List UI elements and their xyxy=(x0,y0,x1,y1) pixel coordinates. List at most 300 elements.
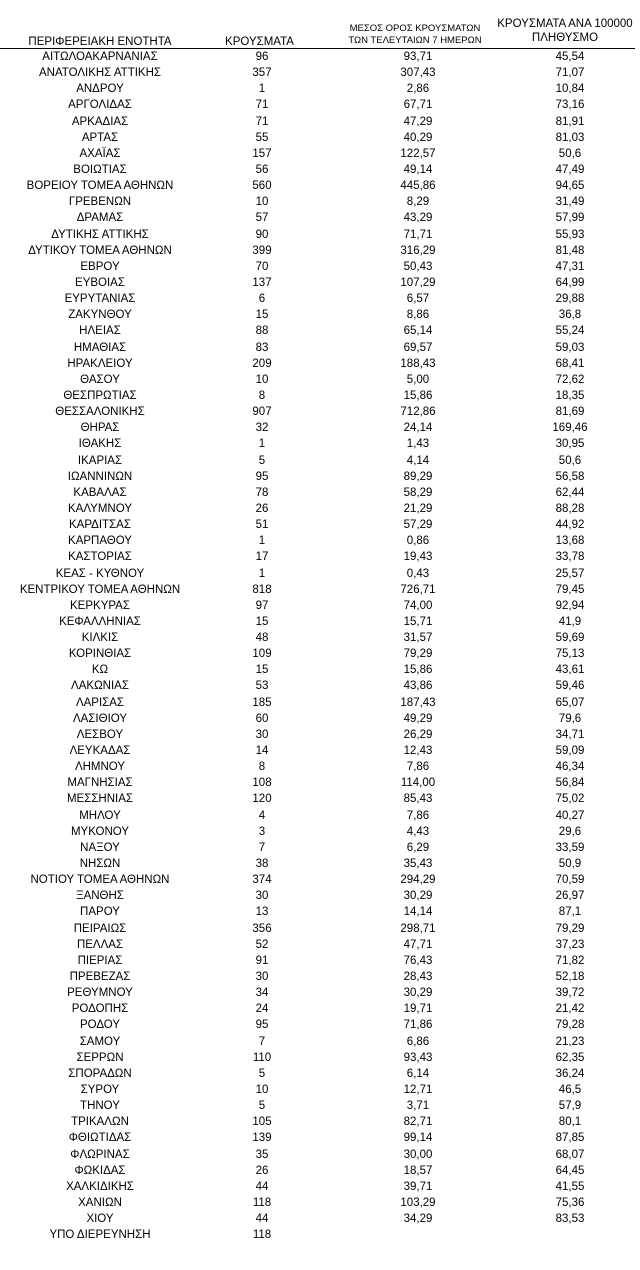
cell-seven-day-average: 26,29 xyxy=(403,728,433,741)
cell-region: ΝΟΤΙΟΥ ΤΟΜΕΑ ΑΘΗΝΩΝ xyxy=(30,874,170,887)
table-row xyxy=(0,1114,640,1130)
table-row xyxy=(0,372,640,388)
table-row xyxy=(0,146,640,162)
cell-region: ΜΥΚΟΝΟΥ xyxy=(70,825,130,838)
table-row xyxy=(0,356,640,372)
cell-region: ΚΑΡΔΙΤΣΑΣ xyxy=(69,519,131,532)
cell-cases-per-100000: 34,71 xyxy=(555,728,585,741)
table-row xyxy=(0,549,640,565)
cell-cases: 90 xyxy=(255,228,269,241)
cell-seven-day-average: 298,71 xyxy=(400,922,436,935)
cell-region: ΘΕΣΠΡΩΤΙΑΣ xyxy=(63,389,137,402)
cell-cases: 137 xyxy=(252,276,272,289)
cell-cases-per-100000: 31,49 xyxy=(555,196,585,209)
cell-cases: 1 xyxy=(258,438,266,451)
cell-cases: 30 xyxy=(255,971,269,984)
cell-region: ΘΕΣΣΑΛΟΝΙΚΗΣ xyxy=(55,406,145,419)
cell-region: ΑΝΑΤΟΛΙΚΗΣ ΑΤΤΙΚΗΣ xyxy=(38,67,161,80)
cell-cases: 560 xyxy=(252,180,272,193)
cell-cases-per-100000: 169,46 xyxy=(552,422,588,435)
cell-seven-day-average: 3,71 xyxy=(406,1100,430,1113)
cell-seven-day-average: 39,71 xyxy=(403,1180,433,1193)
cell-cases: 907 xyxy=(252,406,272,419)
cell-seven-day-average: 18,57 xyxy=(403,1164,433,1177)
table-row xyxy=(0,840,640,856)
cell-seven-day-average: 4,14 xyxy=(406,454,430,467)
cell-cases-per-100000: 50,6 xyxy=(558,147,582,160)
cell-cases-per-100000: 68,41 xyxy=(555,357,585,370)
cell-cases-per-100000: 57,99 xyxy=(555,212,585,225)
cell-region: ΛΕΥΚΑΔΑΣ xyxy=(69,745,131,758)
cell-seven-day-average: 12,71 xyxy=(403,1084,433,1096)
table-row xyxy=(0,81,640,97)
table-row xyxy=(0,1098,640,1114)
cell-seven-day-average: 35,43 xyxy=(403,858,433,871)
cell-cases: 55 xyxy=(255,131,269,144)
cell-region: ΙΘΑΚΗΣ xyxy=(78,438,122,451)
cell-cases: 35 xyxy=(255,1148,269,1161)
cell-region: ΒΟΙΩΤΙΑΣ xyxy=(73,163,127,176)
cell-cases-per-100000: 87,85 xyxy=(555,1132,585,1145)
cell-seven-day-average: 6,14 xyxy=(406,1067,430,1080)
cell-region: ΥΠΟ ΔΙΕΡΕΥΝΗΣΗ xyxy=(49,1229,151,1242)
cell-cases-per-100000: 79,28 xyxy=(555,1019,585,1032)
cell-cases-per-100000: 68,07 xyxy=(555,1148,585,1161)
cell-seven-day-average: 69,57 xyxy=(403,341,433,354)
cell-region: ΕΒΡΟΥ xyxy=(80,260,120,273)
cell-seven-day-average: 712,86 xyxy=(400,406,436,419)
cell-cases: 53 xyxy=(255,680,269,693)
table-row xyxy=(0,953,640,969)
table-row xyxy=(0,921,640,937)
cell-cases: 30 xyxy=(255,728,269,741)
cell-cases: 4 xyxy=(258,809,266,822)
cell-cases: 60 xyxy=(255,712,269,725)
cell-seven-day-average: 50,43 xyxy=(403,260,433,273)
table-row xyxy=(0,1066,640,1082)
cell-cases-per-100000: 79,29 xyxy=(555,922,585,935)
cell-cases-per-100000: 39,72 xyxy=(555,987,585,1000)
cell-region: ΚΕΝΤΡΙΚΟΥ ΤΟΜΕΑ ΑΘΗΝΩΝ xyxy=(19,583,181,596)
table-row xyxy=(0,227,640,243)
cell-cases: 13 xyxy=(255,906,269,919)
table-row xyxy=(0,808,640,824)
cell-cases-per-100000: 46,34 xyxy=(555,761,585,774)
table-row xyxy=(0,662,640,678)
cell-cases: 108 xyxy=(252,777,272,790)
table-row xyxy=(0,1001,640,1017)
header-avg-line-2: ΤΩΝ ΤΕΛΕΥΤΑΙΩΝ 7 ΗΜΕΡΩΝ xyxy=(348,35,482,46)
cell-region: ΛΗΜΝΟΥ xyxy=(74,761,126,774)
cell-seven-day-average: 114,00 xyxy=(400,777,436,790)
cell-cases-per-100000: 33,59 xyxy=(555,841,585,854)
cell-seven-day-average: 30,00 xyxy=(403,1148,433,1161)
cell-seven-day-average: 5,00 xyxy=(406,373,430,386)
cell-region: ΖΑΚΥΝΘΟΥ xyxy=(68,309,132,322)
cell-seven-day-average: 103,29 xyxy=(400,1196,436,1209)
table-row xyxy=(0,856,640,872)
cell-region: ΑΡΚΑΔΙΑΣ xyxy=(71,115,129,128)
table-row xyxy=(0,630,640,646)
cell-cases-per-100000: 64,99 xyxy=(555,276,585,289)
cell-seven-day-average: 43,29 xyxy=(403,212,433,225)
cell-region: ΚΟΡΙΝΘΙΑΣ xyxy=(68,648,132,661)
cell-cases: 118 xyxy=(252,1196,272,1209)
cell-cases: 1 xyxy=(258,83,266,96)
cell-cases: 17 xyxy=(255,551,269,564)
cell-seven-day-average: 6,29 xyxy=(406,841,430,854)
table-row xyxy=(0,485,640,501)
cell-cases: 44 xyxy=(255,1180,269,1193)
cell-cases: 32 xyxy=(255,422,269,435)
cell-seven-day-average: 14,14 xyxy=(403,906,433,919)
header-cases-per-100000 xyxy=(492,17,638,45)
cell-cases-per-100000: 92,94 xyxy=(555,599,585,612)
table-row xyxy=(0,114,640,130)
table-row xyxy=(0,727,640,743)
cell-region: ΝΑΞΟΥ xyxy=(80,841,120,854)
cell-region: ΚΩ xyxy=(91,664,109,677)
cell-cases: 91 xyxy=(255,954,269,967)
cell-cases: 10 xyxy=(255,1084,269,1096)
cell-seven-day-average: 43,86 xyxy=(403,680,433,693)
cell-region: ΗΜΑΘΙΑΣ xyxy=(73,341,127,354)
cell-region: ΠΙΕΡΙΑΣ xyxy=(77,954,123,967)
header-cases: ΚΡΟΥΣΜΑΤΑ xyxy=(225,36,294,48)
cell-seven-day-average: 2,86 xyxy=(406,83,430,96)
cell-cases-per-100000: 36,24 xyxy=(555,1067,585,1080)
table-row xyxy=(0,872,640,888)
cell-region: ΠΑΡΟΥ xyxy=(80,906,120,919)
cell-seven-day-average: 24,14 xyxy=(403,422,433,435)
cell-cases-per-100000: 37,23 xyxy=(555,938,585,951)
cell-cases-per-100000: 29,88 xyxy=(555,293,585,306)
cell-region: ΧΙΟΥ xyxy=(86,1213,114,1226)
cell-cases-per-100000: 62,44 xyxy=(555,486,585,499)
table-row xyxy=(0,759,640,775)
cell-region: ΑΡΤΑΣ xyxy=(81,131,119,144)
cell-region: ΚΕΡΚΥΡΑΣ xyxy=(70,599,130,612)
table-row xyxy=(0,436,640,452)
cell-region: ΔΡΑΜΑΣ xyxy=(76,212,124,225)
cell-cases: 185 xyxy=(252,696,272,709)
table-row xyxy=(0,323,640,339)
cell-cases-per-100000: 55,93 xyxy=(555,228,585,241)
header-avg-line-1: ΜΕΣΟΣ ΟΡΟΣ ΚΡΟΥΣΜΑΤΩΝ xyxy=(349,23,481,34)
cell-region: ΛΑΡΙΣΑΣ xyxy=(75,696,125,709)
cell-cases-per-100000: 21,23 xyxy=(555,1035,585,1048)
cell-cases-per-100000: 81,91 xyxy=(555,115,585,128)
cell-region: ΚΙΛΚΙΣ xyxy=(81,632,119,645)
cell-cases-per-100000: 70,59 xyxy=(555,874,585,887)
table-row xyxy=(0,1163,640,1179)
cell-seven-day-average: 15,71 xyxy=(403,615,433,628)
cell-cases: 8 xyxy=(258,389,266,402)
cell-cases: 5 xyxy=(258,1100,266,1113)
cell-cases-per-100000: 65,07 xyxy=(555,696,585,709)
cell-region: ΧΑΛΚΙΔΙΚΗΣ xyxy=(66,1180,134,1193)
cell-cases: 118 xyxy=(252,1229,272,1242)
cell-cases-per-100000: 56,58 xyxy=(555,470,585,483)
table-row xyxy=(0,65,640,81)
cell-seven-day-average: 307,43 xyxy=(400,67,436,80)
cell-seven-day-average: 93,71 xyxy=(403,51,433,63)
cell-seven-day-average: 30,29 xyxy=(403,987,433,1000)
table-row xyxy=(0,162,640,178)
cell-region: ΦΘΙΩΤΙΔΑΣ xyxy=(68,1132,132,1145)
table-header xyxy=(0,0,640,49)
table-row xyxy=(0,275,640,291)
cell-region: ΚΕΦΑΛΛΗΝΙΑΣ xyxy=(59,615,141,628)
table-row xyxy=(0,469,640,485)
cell-region: ΜΑΓΝΗΣΙΑΣ xyxy=(67,777,133,790)
table-row xyxy=(0,646,640,662)
cell-cases-per-100000: 40,27 xyxy=(555,809,585,822)
cell-cases-per-100000: 79,45 xyxy=(555,583,585,596)
cell-seven-day-average: 57,29 xyxy=(403,519,433,532)
cell-cases-per-100000: 50,6 xyxy=(558,454,582,467)
cell-cases: 8 xyxy=(258,761,266,774)
cell-cases: 818 xyxy=(252,583,272,596)
table-row xyxy=(0,711,640,727)
cell-cases-per-100000: 10,84 xyxy=(555,83,585,96)
cell-cases-per-100000: 79,6 xyxy=(558,712,582,725)
cell-region: ΑΧΑΪΑΣ xyxy=(79,147,121,160)
cell-region: ΑΡΓΟΛΙΔΑΣ xyxy=(68,99,132,112)
cell-cases-per-100000: 45,54 xyxy=(555,51,585,63)
cell-region: ΤΡΙΚΑΛΩΝ xyxy=(71,1116,129,1129)
cell-cases: 97 xyxy=(255,599,269,612)
cell-cases: 399 xyxy=(252,244,272,257)
cell-cases: 95 xyxy=(255,470,269,483)
cell-cases-per-100000: 71,07 xyxy=(555,67,585,80)
cell-cases: 120 xyxy=(252,793,272,806)
cell-region: ΛΕΣΒΟΥ xyxy=(76,728,124,741)
table-row xyxy=(0,404,640,420)
cell-region: ΔΥΤΙΚΟΥ ΤΟΜΕΑ ΑΘΗΝΩΝ xyxy=(28,244,172,257)
cell-cases-per-100000: 33,78 xyxy=(555,551,585,564)
table-row xyxy=(0,1034,640,1050)
cell-seven-day-average: 0,43 xyxy=(406,567,430,580)
table-body xyxy=(0,49,640,1243)
cell-seven-day-average: 74,00 xyxy=(403,599,433,612)
cell-cases: 356 xyxy=(252,922,272,935)
cell-cases: 96 xyxy=(255,51,269,63)
cell-seven-day-average: 8,29 xyxy=(406,196,430,209)
cell-seven-day-average: 7,86 xyxy=(406,761,430,774)
cell-region: ΠΕΙΡΑΙΩΣ xyxy=(73,922,127,935)
table-row xyxy=(0,517,640,533)
cell-cases-per-100000: 59,46 xyxy=(555,680,585,693)
cell-cases-per-100000: 25,57 xyxy=(555,567,585,580)
table-row xyxy=(0,1179,640,1195)
cell-cases: 30 xyxy=(255,890,269,903)
cell-seven-day-average: 445,86 xyxy=(400,180,436,193)
table-row xyxy=(0,985,640,1001)
cell-region: ΔΥΤΙΚΗΣ ΑΤΤΙΚΗΣ xyxy=(51,228,149,241)
cell-seven-day-average: 30,29 xyxy=(403,890,433,903)
table-row xyxy=(0,453,640,469)
table-row xyxy=(0,388,640,404)
cell-region: ΡΕΘΥΜΝΟΥ xyxy=(67,987,133,1000)
table-row xyxy=(0,49,640,65)
cell-seven-day-average: 40,29 xyxy=(403,131,433,144)
cell-cases-per-100000: 50,9 xyxy=(558,858,582,871)
cell-seven-day-average: 67,71 xyxy=(403,99,433,112)
cell-region: ΣΕΡΡΩΝ xyxy=(76,1051,124,1064)
cell-seven-day-average: 76,43 xyxy=(403,954,433,967)
cell-seven-day-average: 82,71 xyxy=(403,1116,433,1129)
table-row xyxy=(0,1082,640,1098)
table-row xyxy=(0,678,640,694)
header-region: ΠΕΡΙΦΕΡΕΙΑΚΗ ΕΝΟΤΗΤΑ xyxy=(28,36,172,48)
cell-seven-day-average: 58,29 xyxy=(403,486,433,499)
cell-cases: 357 xyxy=(252,67,272,80)
cell-cases: 5 xyxy=(258,1067,266,1080)
cell-seven-day-average: 12,43 xyxy=(403,745,433,758)
cell-seven-day-average: 71,71 xyxy=(403,228,433,241)
cell-cases: 34 xyxy=(255,987,269,1000)
cell-cases: 374 xyxy=(252,874,272,887)
cell-region: ΧΑΝΙΩΝ xyxy=(78,1196,122,1209)
cell-cases-per-100000: 36,8 xyxy=(558,309,582,322)
cell-cases: 10 xyxy=(255,373,269,386)
cell-cases-per-100000: 13,68 xyxy=(555,535,585,548)
table-row xyxy=(0,307,640,323)
cell-cases: 38 xyxy=(255,858,269,871)
table-row xyxy=(0,1211,640,1227)
cell-seven-day-average: 21,29 xyxy=(403,502,433,515)
cell-cases: 56 xyxy=(255,163,269,176)
cell-cases: 71 xyxy=(255,99,269,112)
cell-cases: 71 xyxy=(255,115,269,128)
cell-region: ΞΑΝΘΗΣ xyxy=(76,890,124,903)
cell-cases-per-100000: 75,02 xyxy=(555,793,585,806)
cell-region: ΡΟΔΟΥ xyxy=(79,1019,121,1032)
cell-region: ΒΟΡΕΙΟΥ ΤΟΜΕΑ ΑΘΗΝΩΝ xyxy=(26,180,174,193)
cell-region: ΜΕΣΣΗΝΙΑΣ xyxy=(66,793,134,806)
cell-cases-per-100000: 80,1 xyxy=(558,1116,582,1129)
cell-region: ΕΥΒΟΙΑΣ xyxy=(75,276,125,289)
table-row xyxy=(0,743,640,759)
table-row xyxy=(0,1017,640,1033)
cell-cases: 109 xyxy=(252,648,272,661)
cell-seven-day-average: 15,86 xyxy=(403,664,433,677)
cell-cases-per-100000: 47,31 xyxy=(555,260,585,273)
cell-region: ΚΑΣΤΟΡΙΑΣ xyxy=(68,551,132,564)
table-row xyxy=(0,582,640,598)
cell-seven-day-average: 1,43 xyxy=(406,438,430,451)
cell-cases-per-100000: 75,13 xyxy=(555,648,585,661)
table-row xyxy=(0,775,640,791)
cell-seven-day-average: 49,29 xyxy=(403,712,433,725)
table-row xyxy=(0,888,640,904)
cell-cases-per-100000: 18,35 xyxy=(555,389,585,402)
table-row xyxy=(0,533,640,549)
cell-region: ΦΛΩΡΙΝΑΣ xyxy=(70,1148,130,1161)
cell-seven-day-average: 28,43 xyxy=(403,971,433,984)
cell-cases-per-100000: 29,6 xyxy=(558,825,582,838)
cell-seven-day-average: 19,43 xyxy=(403,551,433,564)
table-row xyxy=(0,501,640,517)
cell-seven-day-average: 316,29 xyxy=(400,244,436,257)
cell-cases: 3 xyxy=(258,825,266,838)
cell-cases-per-100000: 59,09 xyxy=(555,745,585,758)
cell-seven-day-average: 7,86 xyxy=(406,809,430,822)
cell-cases-per-100000: 52,18 xyxy=(555,971,585,984)
cell-cases: 105 xyxy=(252,1116,272,1129)
cell-cases: 15 xyxy=(255,615,269,628)
table-row xyxy=(0,566,640,582)
cell-cases: 57 xyxy=(255,212,269,225)
cell-cases: 78 xyxy=(255,486,269,499)
table-row xyxy=(0,614,640,630)
cell-seven-day-average: 31,57 xyxy=(403,632,433,645)
table-row xyxy=(0,824,640,840)
cell-cases-per-100000: 94,65 xyxy=(555,180,585,193)
table-row xyxy=(0,969,640,985)
cell-region: ΙΩΑΝΝΙΝΩΝ xyxy=(67,470,133,483)
cell-cases: 1 xyxy=(258,535,266,548)
cell-cases: 157 xyxy=(252,147,272,160)
cell-region: ΓΡΕΒΕΝΩΝ xyxy=(68,196,132,209)
cell-cases: 5 xyxy=(258,454,266,467)
cell-region: ΚΕΑΣ - ΚΥΘΝΟΥ xyxy=(55,567,145,580)
table-row xyxy=(0,340,640,356)
cell-region: ΚΑΡΠΑΘΟΥ xyxy=(68,535,132,548)
cell-region: ΤΗΝΟΥ xyxy=(80,1100,120,1113)
cell-cases-per-100000: 62,35 xyxy=(555,1051,585,1064)
cell-cases: 44 xyxy=(255,1213,269,1226)
table-row xyxy=(0,210,640,226)
cell-cases-per-100000: 41,55 xyxy=(555,1180,585,1193)
cell-seven-day-average: 187,43 xyxy=(400,696,436,709)
table-row xyxy=(0,194,640,210)
cell-cases-per-100000: 21,42 xyxy=(555,1003,585,1016)
cell-region: ΣΠΟΡΑΔΩΝ xyxy=(68,1067,132,1080)
cell-cases-per-100000: 87,1 xyxy=(558,906,582,919)
cell-seven-day-average: 6,86 xyxy=(406,1035,430,1048)
table-row xyxy=(0,243,640,259)
table-row xyxy=(0,291,640,307)
cell-cases-per-100000: 72,62 xyxy=(555,373,585,386)
table-row xyxy=(0,178,640,194)
cell-cases-per-100000: 81,03 xyxy=(555,131,585,144)
table-row xyxy=(0,1130,640,1146)
cell-cases: 1 xyxy=(258,567,266,580)
cell-seven-day-average: 34,29 xyxy=(403,1213,433,1226)
cell-cases: 6 xyxy=(258,293,266,306)
cell-cases: 95 xyxy=(255,1019,269,1032)
cell-seven-day-average: 49,14 xyxy=(403,163,433,176)
cell-cases-per-100000: 46,5 xyxy=(558,1084,582,1096)
cell-cases-per-100000: 88,28 xyxy=(555,502,585,515)
header-per-line-1: ΚΡΟΥΣΜΑΤΑ ΑΝΑ 100000 xyxy=(497,18,633,30)
cell-cases-per-100000: 57,9 xyxy=(558,1100,582,1113)
cell-region: ΚΑΛΥΜΝΟΥ xyxy=(68,502,132,515)
cell-region: ΑΙΤΩΛΟΑΚΑΡΝΑΝΙΑΣ xyxy=(42,51,158,63)
table-row xyxy=(0,598,640,614)
cell-region: ΘΗΡΑΣ xyxy=(80,422,120,435)
cell-cases-per-100000: 44,92 xyxy=(555,519,585,532)
cell-region: ΕΥΡΥΤΑΝΙΑΣ xyxy=(64,293,136,306)
cell-cases: 15 xyxy=(255,309,269,322)
cell-cases-per-100000: 30,95 xyxy=(555,438,585,451)
header-per-line-2: ΠΛΗΘΥΣΜΟ xyxy=(531,32,599,44)
table-row xyxy=(0,695,640,711)
cell-cases-per-100000: 73,16 xyxy=(555,99,585,112)
cell-region: ΛΑΚΩΝΙΑΣ xyxy=(71,680,129,693)
